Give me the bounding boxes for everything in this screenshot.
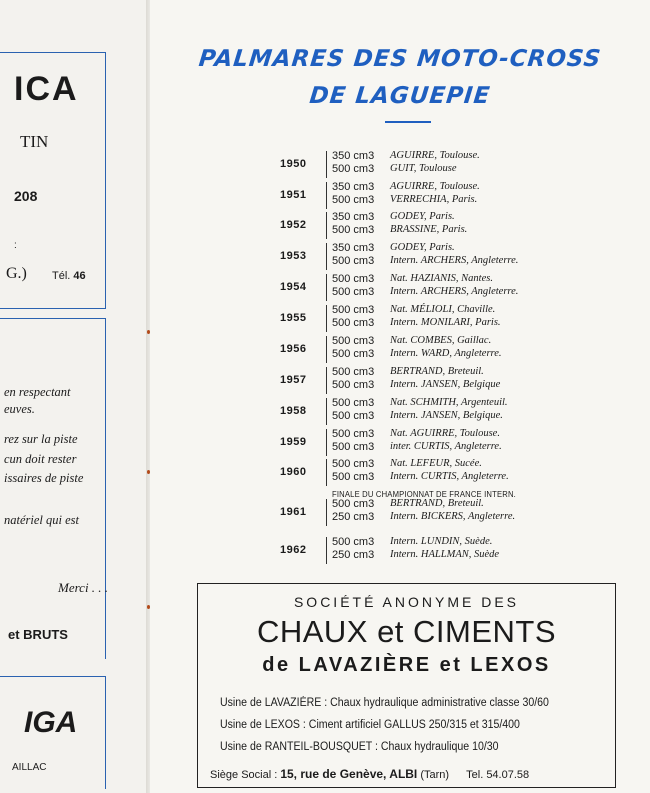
left-ad-line1: TIN	[20, 132, 49, 151]
result-rider: Nat. AGUIRRE, Toulouse.	[390, 428, 500, 439]
heading-rule	[385, 121, 431, 123]
result-rider: BERTRAND, Breteuil.	[390, 498, 484, 509]
result-class: 500 cm3	[332, 471, 375, 483]
result-class: 500 cm3	[332, 410, 375, 422]
result-year: 1959	[280, 436, 307, 448]
result-class: 250 cm3	[332, 511, 375, 523]
ad-head-office	[210, 767, 529, 781]
result-rider: Nat. SCHMITH, Argenteuil.	[390, 397, 508, 408]
ad-usine-lavaziere: Usine de LAVAZIÈRE : Chaux hydraulique administrative classe 30/60	[220, 697, 549, 709]
result-class: 250 cm3	[332, 549, 375, 561]
left-ad-line2: 208	[14, 188, 38, 204]
left-ad-tel-label: Tél.	[52, 270, 71, 282]
result-year: 1961	[280, 506, 307, 518]
left-ad-bottom-town: AILLAC	[12, 762, 47, 773]
result-divider	[326, 305, 327, 332]
result-rider: Intern. BICKERS, Angleterre.	[390, 511, 516, 522]
result-rider: Intern. LUNDIN, Suède.	[390, 536, 493, 547]
left-ad-colon: :	[14, 240, 17, 251]
left-ad-tel	[52, 270, 86, 282]
print-speck	[147, 605, 150, 609]
left-notice-p2b: cun doit rester	[4, 452, 77, 466]
result-rider: Nat. HAZIANIS, Nantes.	[390, 273, 493, 284]
ad-siege-address: 15, rue de Genève, ALBI	[280, 767, 418, 781]
result-class: 500 cm3	[332, 536, 375, 548]
result-year: 1953	[280, 250, 307, 262]
result-divider	[326, 499, 327, 526]
result-divider	[326, 398, 327, 425]
finale-note: FINALE DU CHAMPIONNAT DE FRANCE INTERN.	[332, 489, 516, 499]
result-class: 350 cm3	[332, 211, 375, 223]
left-notice-bruts: et BRUTS	[8, 627, 68, 642]
result-divider	[326, 151, 327, 178]
heading-line1: PALMARES DES MOTO-CROSS	[197, 46, 603, 72]
result-rider: BRASSINE, Paris.	[390, 224, 468, 235]
result-class: 500 cm3	[332, 304, 375, 316]
result-year: 1950	[280, 158, 307, 170]
result-rider: Intern. MONILARI, Paris.	[390, 317, 501, 328]
result-class: 500 cm3	[332, 379, 375, 391]
result-class: 500 cm3	[332, 317, 375, 329]
result-rider: Intern. JANSEN, Belgique.	[390, 410, 503, 421]
result-year: 1954	[280, 281, 307, 293]
result-class: 500 cm3	[332, 366, 375, 378]
left-ad-big-text: ICA	[14, 70, 79, 108]
result-rider: Nat. MÉLIOLI, Chaville.	[390, 304, 496, 315]
left-ad-line3: G.)	[6, 265, 27, 282]
result-divider	[326, 537, 327, 564]
left-notice-p1b: euves.	[4, 402, 35, 416]
result-rider: Nat. COMBES, Gaillac.	[390, 335, 492, 346]
print-speck	[147, 470, 150, 474]
result-class: 500 cm3	[332, 397, 375, 409]
result-year: 1951	[280, 189, 307, 201]
result-class: 500 cm3	[332, 286, 375, 298]
result-class: 350 cm3	[332, 181, 375, 193]
result-divider	[326, 182, 327, 209]
result-rider: Intern. WARD, Angleterre.	[390, 348, 502, 359]
result-class: 350 cm3	[332, 242, 375, 254]
result-divider	[326, 336, 327, 363]
result-rider: VERRECHIA, Paris.	[390, 194, 478, 205]
result-rider: Intern. ARCHERS, Angleterre.	[390, 286, 519, 297]
ad-telephone: Tel. 54.07.58	[466, 769, 530, 781]
left-notice-merci: Merci . . .	[58, 580, 109, 595]
result-rider: Intern. JANSEN, Belgique	[390, 379, 501, 390]
result-rider: BERTRAND, Breteuil.	[390, 366, 484, 377]
print-speck	[147, 330, 150, 334]
result-class: 500 cm3	[332, 428, 375, 440]
result-year: 1958	[280, 405, 307, 417]
ad-siege-region: (Tarn)	[420, 769, 450, 781]
result-class: 500 cm3	[332, 194, 375, 206]
left-ad-tel-value: 46	[73, 270, 86, 282]
result-year: 1960	[280, 466, 307, 478]
result-rider: GUIT, Toulouse	[390, 163, 457, 174]
result-class: 500 cm3	[332, 458, 375, 470]
result-class: 500 cm3	[332, 273, 375, 285]
result-divider	[326, 459, 327, 486]
result-divider	[326, 243, 327, 270]
result-year: 1955	[280, 312, 307, 324]
result-divider	[326, 429, 327, 456]
result-class: 500 cm3	[332, 224, 375, 236]
result-class: 500 cm3	[332, 163, 375, 175]
result-year: 1956	[280, 343, 307, 355]
result-divider	[326, 367, 327, 394]
result-rider: inter. CURTIS, Angleterre.	[390, 441, 502, 452]
result-year: 1952	[280, 219, 307, 231]
ad-company-type: SOCIÉTÉ ANONYME DES	[293, 594, 520, 610]
result-class: 500 cm3	[332, 335, 375, 347]
result-year: 1957	[280, 374, 307, 386]
result-rider: AGUIRRE, Toulouse.	[390, 181, 480, 192]
result-class: 350 cm3	[332, 150, 375, 162]
company-advertisement	[197, 583, 616, 788]
ad-company-location: de LAVAZIÈRE et LEXOS	[262, 654, 551, 676]
result-class: 500 cm3	[332, 498, 375, 510]
ad-company-name: CHAUX et CIMENTS	[256, 614, 557, 649]
left-notice-p3: natériel qui est	[4, 513, 79, 527]
ad-usine-ranteil: Usine de RANTEIL-BOUSQUET : Chaux hydraulique 10/30	[220, 741, 499, 753]
result-divider	[326, 212, 327, 239]
result-class: 500 cm3	[332, 348, 375, 360]
result-rider: AGUIRRE, Toulouse.	[390, 150, 480, 161]
right-page	[150, 0, 650, 793]
left-notice-p2a: rez sur la piste	[4, 432, 78, 446]
result-rider: Intern. CURTIS, Angleterre.	[390, 471, 509, 482]
result-year: 1962	[280, 544, 307, 556]
ad-siege-label: Siège Social :	[210, 769, 278, 781]
result-rider: GODEY, Paris.	[390, 242, 455, 253]
result-rider: GODEY, Paris.	[390, 211, 455, 222]
left-notice-p2c: issaires de piste	[4, 471, 84, 485]
left-ad-bottom-big: IGA	[24, 706, 78, 739]
result-divider	[326, 274, 327, 301]
ad-usine-lexos: Usine de LEXOS : Ciment artificiel GALLUS 250/315 et 315/400	[220, 719, 520, 731]
left-notice-p1a: en respectant	[4, 385, 71, 399]
heading-line2: DE LAGUEPIE	[308, 83, 492, 109]
result-rider: Intern. ARCHERS, Angleterre.	[390, 255, 519, 266]
result-class: 500 cm3	[332, 441, 375, 453]
left-page	[0, 0, 147, 793]
result-rider: Nat. LEFEUR, Sucée.	[390, 458, 482, 469]
result-rider: Intern. HALLMAN, Suède	[390, 549, 500, 560]
left-notice-box	[0, 318, 109, 659]
result-class: 500 cm3	[332, 255, 375, 267]
